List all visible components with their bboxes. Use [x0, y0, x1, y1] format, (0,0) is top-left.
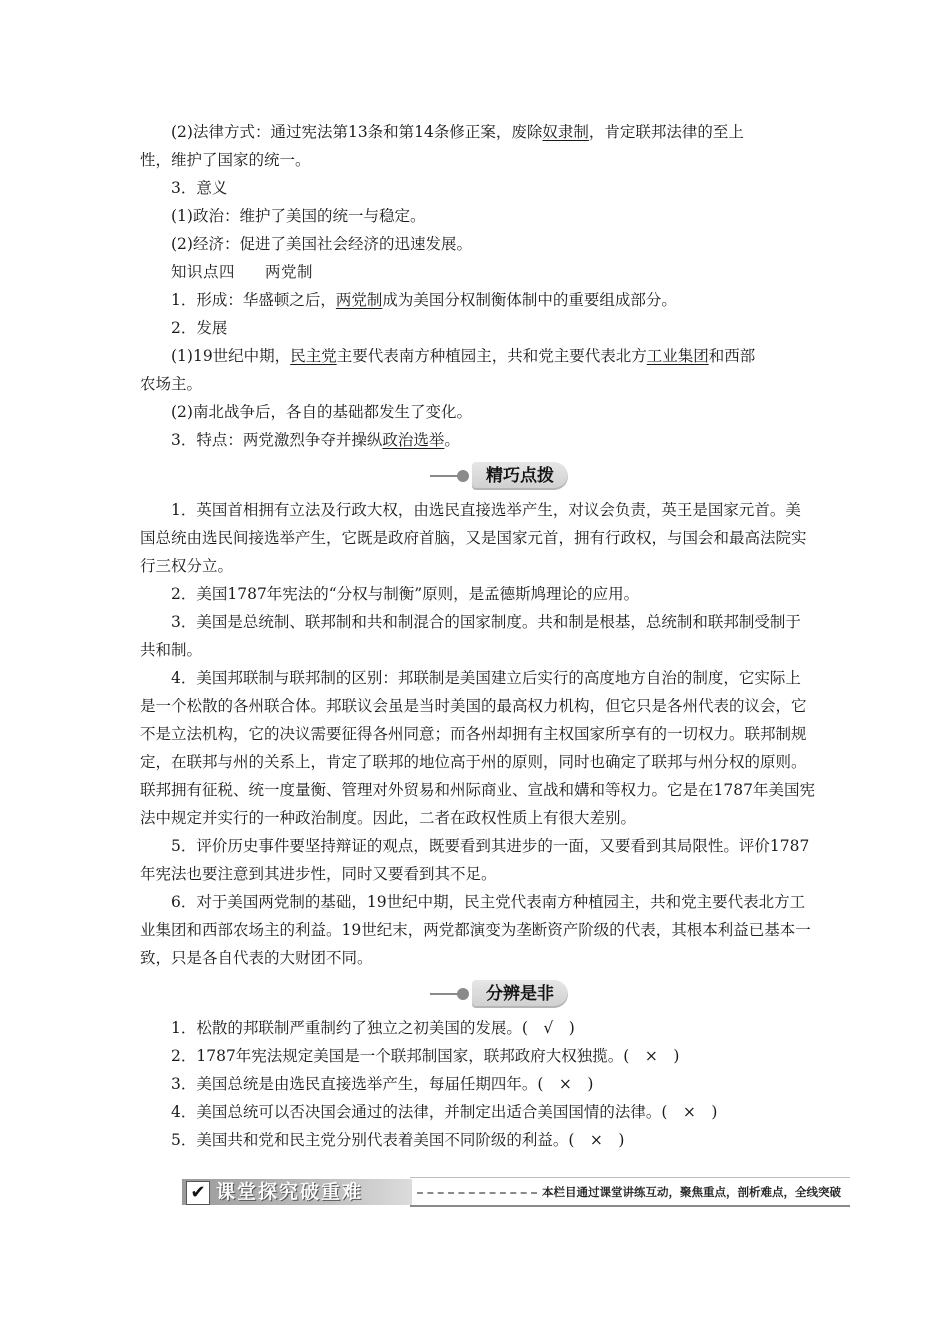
- section-banner: [182, 1177, 850, 1207]
- paragraph-formation: 1．形成：华盛顿之后，两党制成为美国分权制衡体制中的重要组成部分。: [171, 291, 677, 309]
- section-heading-tips: [140, 460, 816, 492]
- tip-item: 6．对于美国两党制的基础，19世纪中期，民主党代表南方种植园主，共和党主要代表北方工业集团和西部农场主的利益。19世纪末，两党都演变为垄断资产阶级的代表，其根本利益已基本一致，只是各自代表的大财团不同。: [140, 893, 811, 967]
- paragraph-features: 3．特点：两党激烈争夺并操纵政治选举。: [171, 431, 460, 449]
- underlined-term: 政治选举: [382, 431, 445, 449]
- banner-title: 课堂探究破重难: [216, 1181, 364, 1203]
- tip-item: 4．美国邦联制与联邦制的区别：邦联制是美国建立后实行的高度地方自治的制度，它实际上是一个松散的各州联合体。邦联议会虽是当时美国的最高权力机构，但它只是各州代表的议会，它不是立法机构，它的决议需要征得各州同意；而各州却拥有主权国家所享有的一切权力。联邦制规定，在联邦与州的关系上，肯定了联邦的地位高于州的原则，同时也确定了联邦与州分权的原则。联邦拥有征税、统一度量衡、管理对外贸易和州际商业、宣战和媾和等权力。它是在1787年美国宪法中规定并实行的一种政治制度。因此，二者在政权性质上有很大差别。: [140, 669, 815, 827]
- underlined-term: 工业集团: [646, 347, 709, 365]
- heading-line: [430, 475, 460, 477]
- knowledge-point-heading: [140, 258, 816, 286]
- paragraph-mid-19th: (1)19世纪中期，民主党主要代表南方种植园主，共和党主要代表北方工业集团和西部: [171, 347, 756, 365]
- underlined-term: 两党制: [335, 291, 383, 309]
- banner-dashed-line: [417, 1192, 537, 1194]
- banner-note: 本栏目通过课堂讲练互动，聚焦重点，剖析难点，全线突破: [542, 1185, 841, 1199]
- heading-dot-icon: [457, 988, 469, 1000]
- heading-development: 2．发展: [171, 319, 228, 337]
- tip-item: 1．英国首相拥有立法及行政大权，由选民直接选举产生，对议会负责，英王是国家元首。美国总统由选民间接选举产生，它既是政府首脑，又是国家元首，拥有行政权，与国会和最高法院实行三权分立。: [140, 501, 807, 575]
- tip-item: 2．美国1787年宪法的“分权与制衡”原则，是孟德斯鸠理论的应用。: [171, 585, 640, 603]
- true-false-item: 3．美国总统是由选民直接选举产生，每届任期四年。( × ): [171, 1075, 594, 1093]
- tip-item: 3．美国是总统制、联邦制和共和制混合的国家制度。共和制是根基，总统制和联邦制受制于共和制。: [140, 613, 801, 659]
- heading-dot-icon: [457, 470, 469, 482]
- banner-bottom-rule: [410, 1205, 850, 1207]
- section-heading-true-false: [140, 978, 816, 1010]
- heading-significance: 3．意义: [171, 179, 228, 197]
- underlined-term: 奴隶制: [542, 123, 589, 141]
- true-false-item: 5．美国共和党和民主党分别代表着美国不同阶级的利益。( × ): [171, 1131, 625, 1149]
- document-content: [140, 118, 816, 1154]
- heading-line: [430, 993, 460, 995]
- heading-label: 分辨是非: [472, 980, 568, 1008]
- paragraph-continuation: 农场主。: [140, 375, 203, 393]
- checkmark-icon: ✔: [186, 1181, 210, 1205]
- knowledge-point-title: 两党制: [265, 263, 314, 281]
- underlined-term: 民主党: [290, 347, 337, 365]
- true-false-item: 4．美国总统可以否决国会通过的法律，并制定出适合美国国情的法律。( × ): [171, 1103, 718, 1121]
- knowledge-point-label: 知识点四: [171, 263, 236, 281]
- paragraph-after-war: (2)南北战争后，各自的基础都发生了变化。: [171, 403, 472, 421]
- paragraph-legal-method: (2)法律方式：通过宪法第13条和第14条修正案，废除奴隶制，肯定联邦法律的至上: [171, 123, 744, 141]
- true-false-item: 1．松散的邦联制严重制约了独立之初美国的发展。( √ ): [171, 1019, 575, 1037]
- paragraph-continuation: 性，维护了国家的统一。: [140, 151, 311, 169]
- true-false-item: 2．1787年宪法规定美国是一个联邦制国家，联邦政府大权独揽。( × ): [171, 1047, 680, 1065]
- banner-top-rule: [410, 1177, 850, 1178]
- heading-label: 精巧点拨: [472, 462, 568, 490]
- paragraph-economy: (2)经济：促进了美国社会经济的迅速发展。: [171, 235, 472, 253]
- paragraph-politics: (1)政治：维护了美国的统一与稳定。: [171, 207, 426, 225]
- tip-item: 5．评价历史事件要坚持辩证的观点，既要看到其进步的一面，又要看到其局限性。评价1787年宪法也要注意到其进步性，同时又要看到其不足。: [140, 837, 810, 883]
